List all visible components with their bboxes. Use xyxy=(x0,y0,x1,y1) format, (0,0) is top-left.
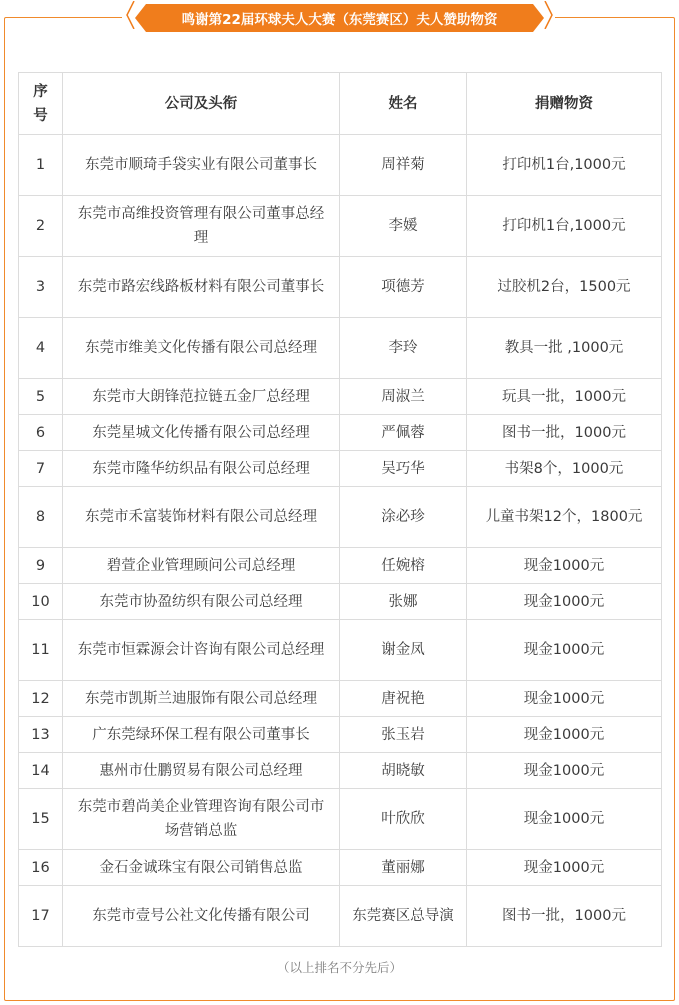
cell-num: 8 xyxy=(19,487,63,548)
cell-donation: 书架8个，1000元 xyxy=(467,451,662,487)
cell-name: 李媛 xyxy=(340,196,467,257)
cell-donation: 玩具一批，1000元 xyxy=(467,379,662,415)
cell-company: 东莞市维美文化传播有限公司总经理 xyxy=(63,318,340,379)
cell-company: 东莞市路宏线路板材料有限公司董事长 xyxy=(63,257,340,318)
cell-name: 吴巧华 xyxy=(340,451,467,487)
header-company: 公司及头衔 xyxy=(63,73,340,135)
cell-company: 东莞市禾富装饰材料有限公司总经理 xyxy=(63,487,340,548)
table-row xyxy=(19,548,662,584)
cell-company: 东莞市协盈纺织有限公司总经理 xyxy=(63,584,340,620)
cell-num: 17 xyxy=(19,886,63,947)
cell-donation: 图书一批，1000元 xyxy=(467,886,662,947)
cell-num: 16 xyxy=(19,850,63,886)
cell-name: 涂必珍 xyxy=(340,487,467,548)
cell-num: 13 xyxy=(19,717,63,753)
cell-donation: 现金1000元 xyxy=(467,620,662,681)
cell-num: 12 xyxy=(19,681,63,717)
table-row xyxy=(19,584,662,620)
cell-name: 任婉榕 xyxy=(340,548,467,584)
table-row xyxy=(19,620,662,681)
cell-donation: 现金1000元 xyxy=(467,850,662,886)
cell-num: 15 xyxy=(19,789,63,850)
cell-company: 东莞市高维投资管理有限公司董事总经理 xyxy=(63,196,340,257)
cell-company: 金石金诚珠宝有限公司销售总监 xyxy=(63,850,340,886)
footnote: （以上排名不分先后） xyxy=(276,960,402,975)
cell-name: 李玲 xyxy=(340,318,467,379)
table-row xyxy=(19,681,662,717)
cell-company: 东莞星城文化传播有限公司总经理 xyxy=(63,415,340,451)
cell-name: 东莞赛区总导演 xyxy=(340,886,467,947)
table-row xyxy=(19,379,662,415)
page-title: 鸣谢第22届环球夫人大赛（东莞赛区）夫人赞助物资 xyxy=(146,4,533,32)
cell-donation: 现金1000元 xyxy=(467,789,662,850)
cell-num: 4 xyxy=(19,318,63,379)
cell-name: 张娜 xyxy=(340,584,467,620)
cell-num: 14 xyxy=(19,753,63,789)
cell-name: 严佩蓉 xyxy=(340,415,467,451)
cell-company: 碧萱企业管理顾问公司总经理 xyxy=(63,548,340,584)
cell-name: 董丽娜 xyxy=(340,850,467,886)
cell-company: 广东莞绿环保工程有限公司董事长 xyxy=(63,717,340,753)
cell-num: 7 xyxy=(19,451,63,487)
table-row xyxy=(19,886,662,947)
cell-donation: 教具一批 ,1000元 xyxy=(467,318,662,379)
table-row xyxy=(19,487,662,548)
header-num: 序号 xyxy=(19,73,63,135)
cell-donation: 儿童书架12个，1800元 xyxy=(467,487,662,548)
cell-name: 叶欣欣 xyxy=(340,789,467,850)
table-row xyxy=(19,135,662,196)
cell-donation: 现金1000元 xyxy=(467,681,662,717)
header-donation: 捐赠物资 xyxy=(467,73,662,135)
cell-donation: 打印机1台,1000元 xyxy=(467,135,662,196)
table-row xyxy=(19,415,662,451)
cell-num: 9 xyxy=(19,548,63,584)
table-row xyxy=(19,451,662,487)
table-row xyxy=(19,257,662,318)
cell-name: 张玉岩 xyxy=(340,717,467,753)
cell-company: 东莞市大朗锋范拉链五金厂总经理 xyxy=(63,379,340,415)
cell-name: 胡晓敏 xyxy=(340,753,467,789)
banner xyxy=(0,3,679,33)
cell-company: 惠州市仕鹏贸易有限公司总经理 xyxy=(63,753,340,789)
donor-table xyxy=(18,72,662,947)
cell-donation: 现金1000元 xyxy=(467,584,662,620)
cell-name: 周淑兰 xyxy=(340,379,467,415)
cell-donation: 现金1000元 xyxy=(467,548,662,584)
cell-company: 东莞市恒霖源会计咨询有限公司总经理 xyxy=(63,620,340,681)
cell-num: 10 xyxy=(19,584,63,620)
cell-name: 项德芳 xyxy=(340,257,467,318)
cell-donation: 打印机1台,1000元 xyxy=(467,196,662,257)
cell-donation: 现金1000元 xyxy=(467,717,662,753)
table-body xyxy=(19,135,662,947)
cell-donation: 现金1000元 xyxy=(467,753,662,789)
cell-name: 唐祝艳 xyxy=(340,681,467,717)
cell-num: 2 xyxy=(19,196,63,257)
table-row xyxy=(19,196,662,257)
cell-num: 5 xyxy=(19,379,63,415)
cell-company: 东莞市隆华纺织品有限公司总经理 xyxy=(63,451,340,487)
cell-num: 6 xyxy=(19,415,63,451)
table-header-row xyxy=(19,73,662,135)
cell-donation: 图书一批，1000元 xyxy=(467,415,662,451)
table-row xyxy=(19,318,662,379)
cell-company: 东莞市凯斯兰迪服饰有限公司总经理 xyxy=(63,681,340,717)
header-name: 姓名 xyxy=(340,73,467,135)
cell-num: 1 xyxy=(19,135,63,196)
cell-company: 东莞市碧尚美企业管理咨询有限公司市场营销总监 xyxy=(63,789,340,850)
cell-company: 东莞市顺琦手袋实业有限公司董事长 xyxy=(63,135,340,196)
cell-num: 3 xyxy=(19,257,63,318)
table-row xyxy=(19,753,662,789)
table-row xyxy=(19,789,662,850)
cell-name: 周祥菊 xyxy=(340,135,467,196)
table-row xyxy=(19,850,662,886)
cell-num: 11 xyxy=(19,620,63,681)
cell-company: 东莞市壹号公社文化传播有限公司 xyxy=(63,886,340,947)
cell-donation: 过胶机2台，1500元 xyxy=(467,257,662,318)
cell-name: 谢金凤 xyxy=(340,620,467,681)
table-row xyxy=(19,717,662,753)
